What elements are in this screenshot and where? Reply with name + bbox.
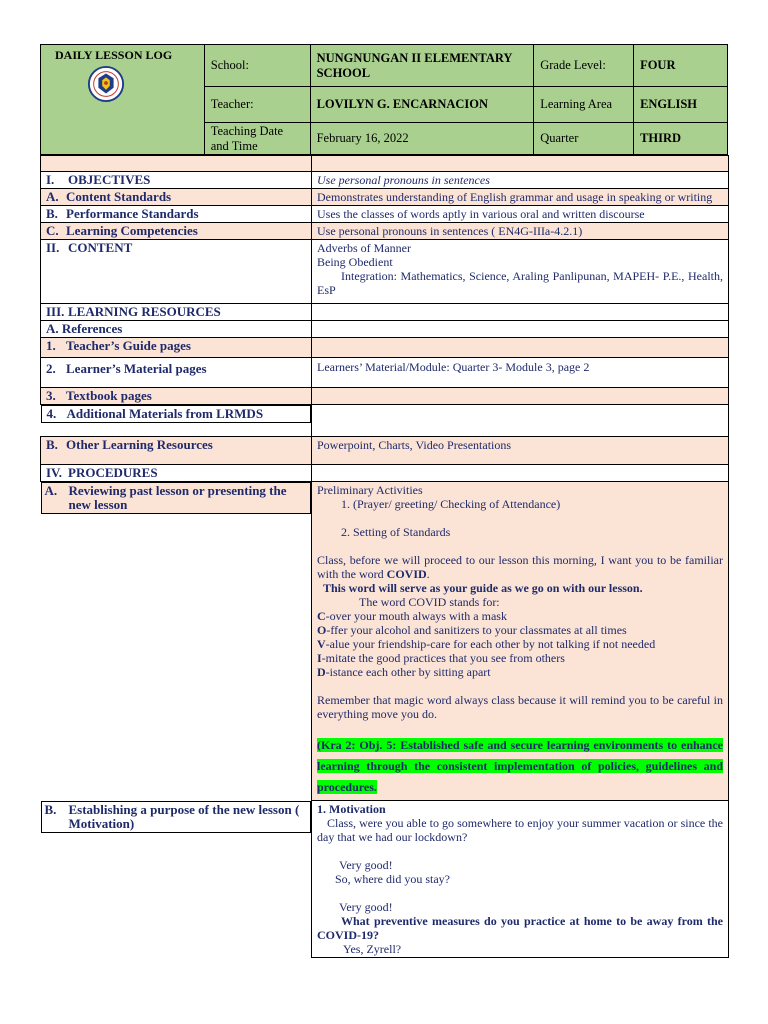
learning-area-label: Learning Area [534, 87, 634, 123]
covid-item-v: V-alue your friendship-care for each other by not talking if not needed [317, 637, 656, 651]
guide-statement: This word will serve as your guide as we go on with our lesson. [323, 581, 643, 595]
table-row: IV. PROCEDURES [41, 465, 729, 482]
objectives-value: Use personal pronouns in sentences [312, 172, 729, 189]
section-content: CONTENT [68, 240, 133, 255]
section-objectives: OBJECTIVES [68, 172, 151, 187]
table-row: B. Performance Standards Uses the classes of words aptly in various oral and written discourse [41, 206, 729, 223]
other-resources-label: Other Learning Resources [66, 437, 213, 452]
prelim-item-2: 2. Setting of Standards [341, 525, 451, 539]
textbook-label: Textbook pages [66, 388, 152, 403]
deped-seal-icon [87, 65, 125, 103]
quarter-label: Quarter [534, 123, 634, 155]
very-good-2: Very good! [339, 900, 393, 914]
remember-text: Remember that magic word always class because it will remind you to be careful in everything move you do. [317, 693, 723, 721]
performance-standards-value: Uses the classes of words aptly in various oral and written discourse [312, 206, 729, 223]
teachers-guide-label: Teacher’s Guide pages [66, 338, 191, 353]
header-logo-cell [41, 45, 205, 155]
table-row: II. CONTENT Adverbs of Manner Being Obedient Integration: Mathematics, Science, Araling Panlipunan, MAPEH- P.E., Health, EsP [41, 240, 729, 304]
document-title: DAILY LESSON LOG [55, 48, 173, 62]
yes-zyrell: Yes, Zyrell? [343, 942, 402, 956]
section-learning-resources: LEARNING RESOURCES [68, 304, 221, 319]
motivation-heading: 1. Motivation [317, 802, 386, 816]
performance-standards-label: Performance Standards [66, 206, 199, 221]
learning-area-value: ENGLISH [634, 87, 728, 123]
motivation-question-2: What preventive measures do you practice at home to be away from the COVID-19? [317, 914, 723, 942]
school-label: School: [204, 45, 310, 87]
table-row: I. OBJECTIVES Use personal pronouns in sentences [41, 172, 729, 189]
preliminary-activities: Preliminary Activities [317, 483, 423, 497]
table-row: 2. Learner’s Material pages Learners’ Material/Module: Quarter 3- Module 3, page 2 [41, 358, 729, 388]
date-label: Teaching Date and Time [204, 123, 310, 155]
quarter-value: THIRD [634, 123, 728, 155]
table-row [41, 321, 729, 338]
covid-item-c: C-over your mouth always with a mask [317, 609, 507, 623]
procedure-a-label: Reviewing past lesson or presenting the new lesson [68, 483, 287, 512]
learners-material-label: Learner’s Material pages [66, 361, 207, 376]
covid-item-i: I-mitate the good practices that you see from others [317, 651, 565, 665]
teacher-label: Teacher: [204, 87, 310, 123]
references-label: A. References [41, 321, 312, 338]
additional-materials-label: Additional Materials from LRMDS [66, 406, 264, 421]
content-standards-label: Content Standards [66, 189, 172, 204]
content-line-2: Being Obedient [317, 255, 393, 269]
covid-item-d: D-istance each other by sitting apart [317, 665, 491, 679]
grade-value: FOUR [634, 45, 728, 87]
table-row: 1. Teacher’s Guide pages [41, 338, 729, 358]
header-table [40, 44, 728, 155]
table-row: B. Establishing a purpose of the new lesson ( Motivation) 1. Motivation Class, were you able to go somewhere to enjoy your summer vacation or since the day that we had our lockdown? Very good! So, where did you stay? Very good! What preventive measures do you practice at home to be away from the COVID-19? Yes, Zyrell? [41, 801, 729, 958]
school-value: NUNGNUNGAN II ELEMENTARY SCHOOL [310, 45, 534, 87]
other-resources-value: Powerpoint, Charts, Video Presentations [312, 437, 729, 465]
table-row: III. LEARNING RESOURCES [41, 304, 729, 321]
covid-stands-for: The word COVID stands for: [359, 595, 500, 609]
table-row: A. Reviewing past lesson or presenting the new lesson Preliminary Activities 1. (Prayer/ greeting/ Checking of Attendance) 2. Setting of Standards Class, before we will proceed to our lesson this morning, I want you to be familiar with the word COVID. This word will serve as your guide as we go on with our lesson. The word COVID stands for: C-over your mouth always with a mask O-ffer your alcohol and sanitizers to your classmates at all times V-alue your friendship-care for each other by not talking if not needed I-mitate the good practices that you see from others D-istance each other by sitting apart Remember that magic word always class because it will remind you to be careful in everything move you do. (Kra 2: Obj. 5: Established safe and secure learning environments to enhance learning through the consistent implementation of policies, guidelines and procedures. [41, 482, 729, 801]
learners-material-value: Learners’ Material/Module: Quarter 3- Module 3, page 2 [312, 358, 729, 388]
content-line-1: Adverbs of Manner [317, 241, 411, 255]
kra-note: (Kra 2: Obj. 5: Established safe and secure learning environments to enhance learning through the consistent implementation of policies, guidelines and procedures. [317, 738, 723, 794]
grade-label: Grade Level: [534, 45, 634, 87]
table-row: C. Learning Competencies Use personal pronouns in sentences ( EN4G-IIIa-4.2.1) [41, 223, 729, 240]
lesson-table [40, 155, 729, 958]
date-value: February 16, 2022 [310, 123, 534, 155]
very-good-1: Very good! [339, 858, 393, 872]
table-row: 4. Additional Materials from LRMDS [41, 405, 729, 437]
where-question: So, where did you stay? [335, 872, 450, 886]
table-row [41, 156, 729, 172]
procedure-b-label: Establishing a purpose of the new lesson ( Motivation) [68, 801, 300, 831]
covid-item-o: O-ffer your alcohol and sanitizers to your classmates at all times [317, 623, 627, 637]
table-row: B. Other Learning Resources Powerpoint, Charts, Video Presentations [41, 437, 729, 465]
learning-competencies-label: Learning Competencies [66, 223, 198, 238]
motivation-question-1: Class, were you able to go somewhere to enjoy your summer vacation or since the day that we had our lockdown? [317, 816, 723, 844]
section-procedures: PROCEDURES [68, 465, 158, 480]
table-row: 3. Textbook pages [41, 388, 729, 405]
class-intro-text: Class, before we will proceed to our lesson this morning, I want you to be familiar with the word COVID. [317, 553, 723, 581]
content-integration: Integration: Mathematics, Science, Araling Panlipunan, MAPEH- P.E., Health, EsP [317, 269, 723, 297]
table-row: A. Content Standards Demonstrates understanding of English grammar and usage in speaking or writing [41, 189, 729, 206]
learning-competencies-value: Use personal pronouns in sentences ( EN4G-IIIa-4.2.1) [312, 223, 729, 240]
teacher-value: LOVILYN G. ENCARNACION [310, 87, 534, 123]
prelim-item-1: 1. (Prayer/ greeting/ Checking of Attendance) [341, 497, 561, 511]
content-standards-value: Demonstrates understanding of English grammar and usage in speaking or writing [312, 189, 729, 206]
